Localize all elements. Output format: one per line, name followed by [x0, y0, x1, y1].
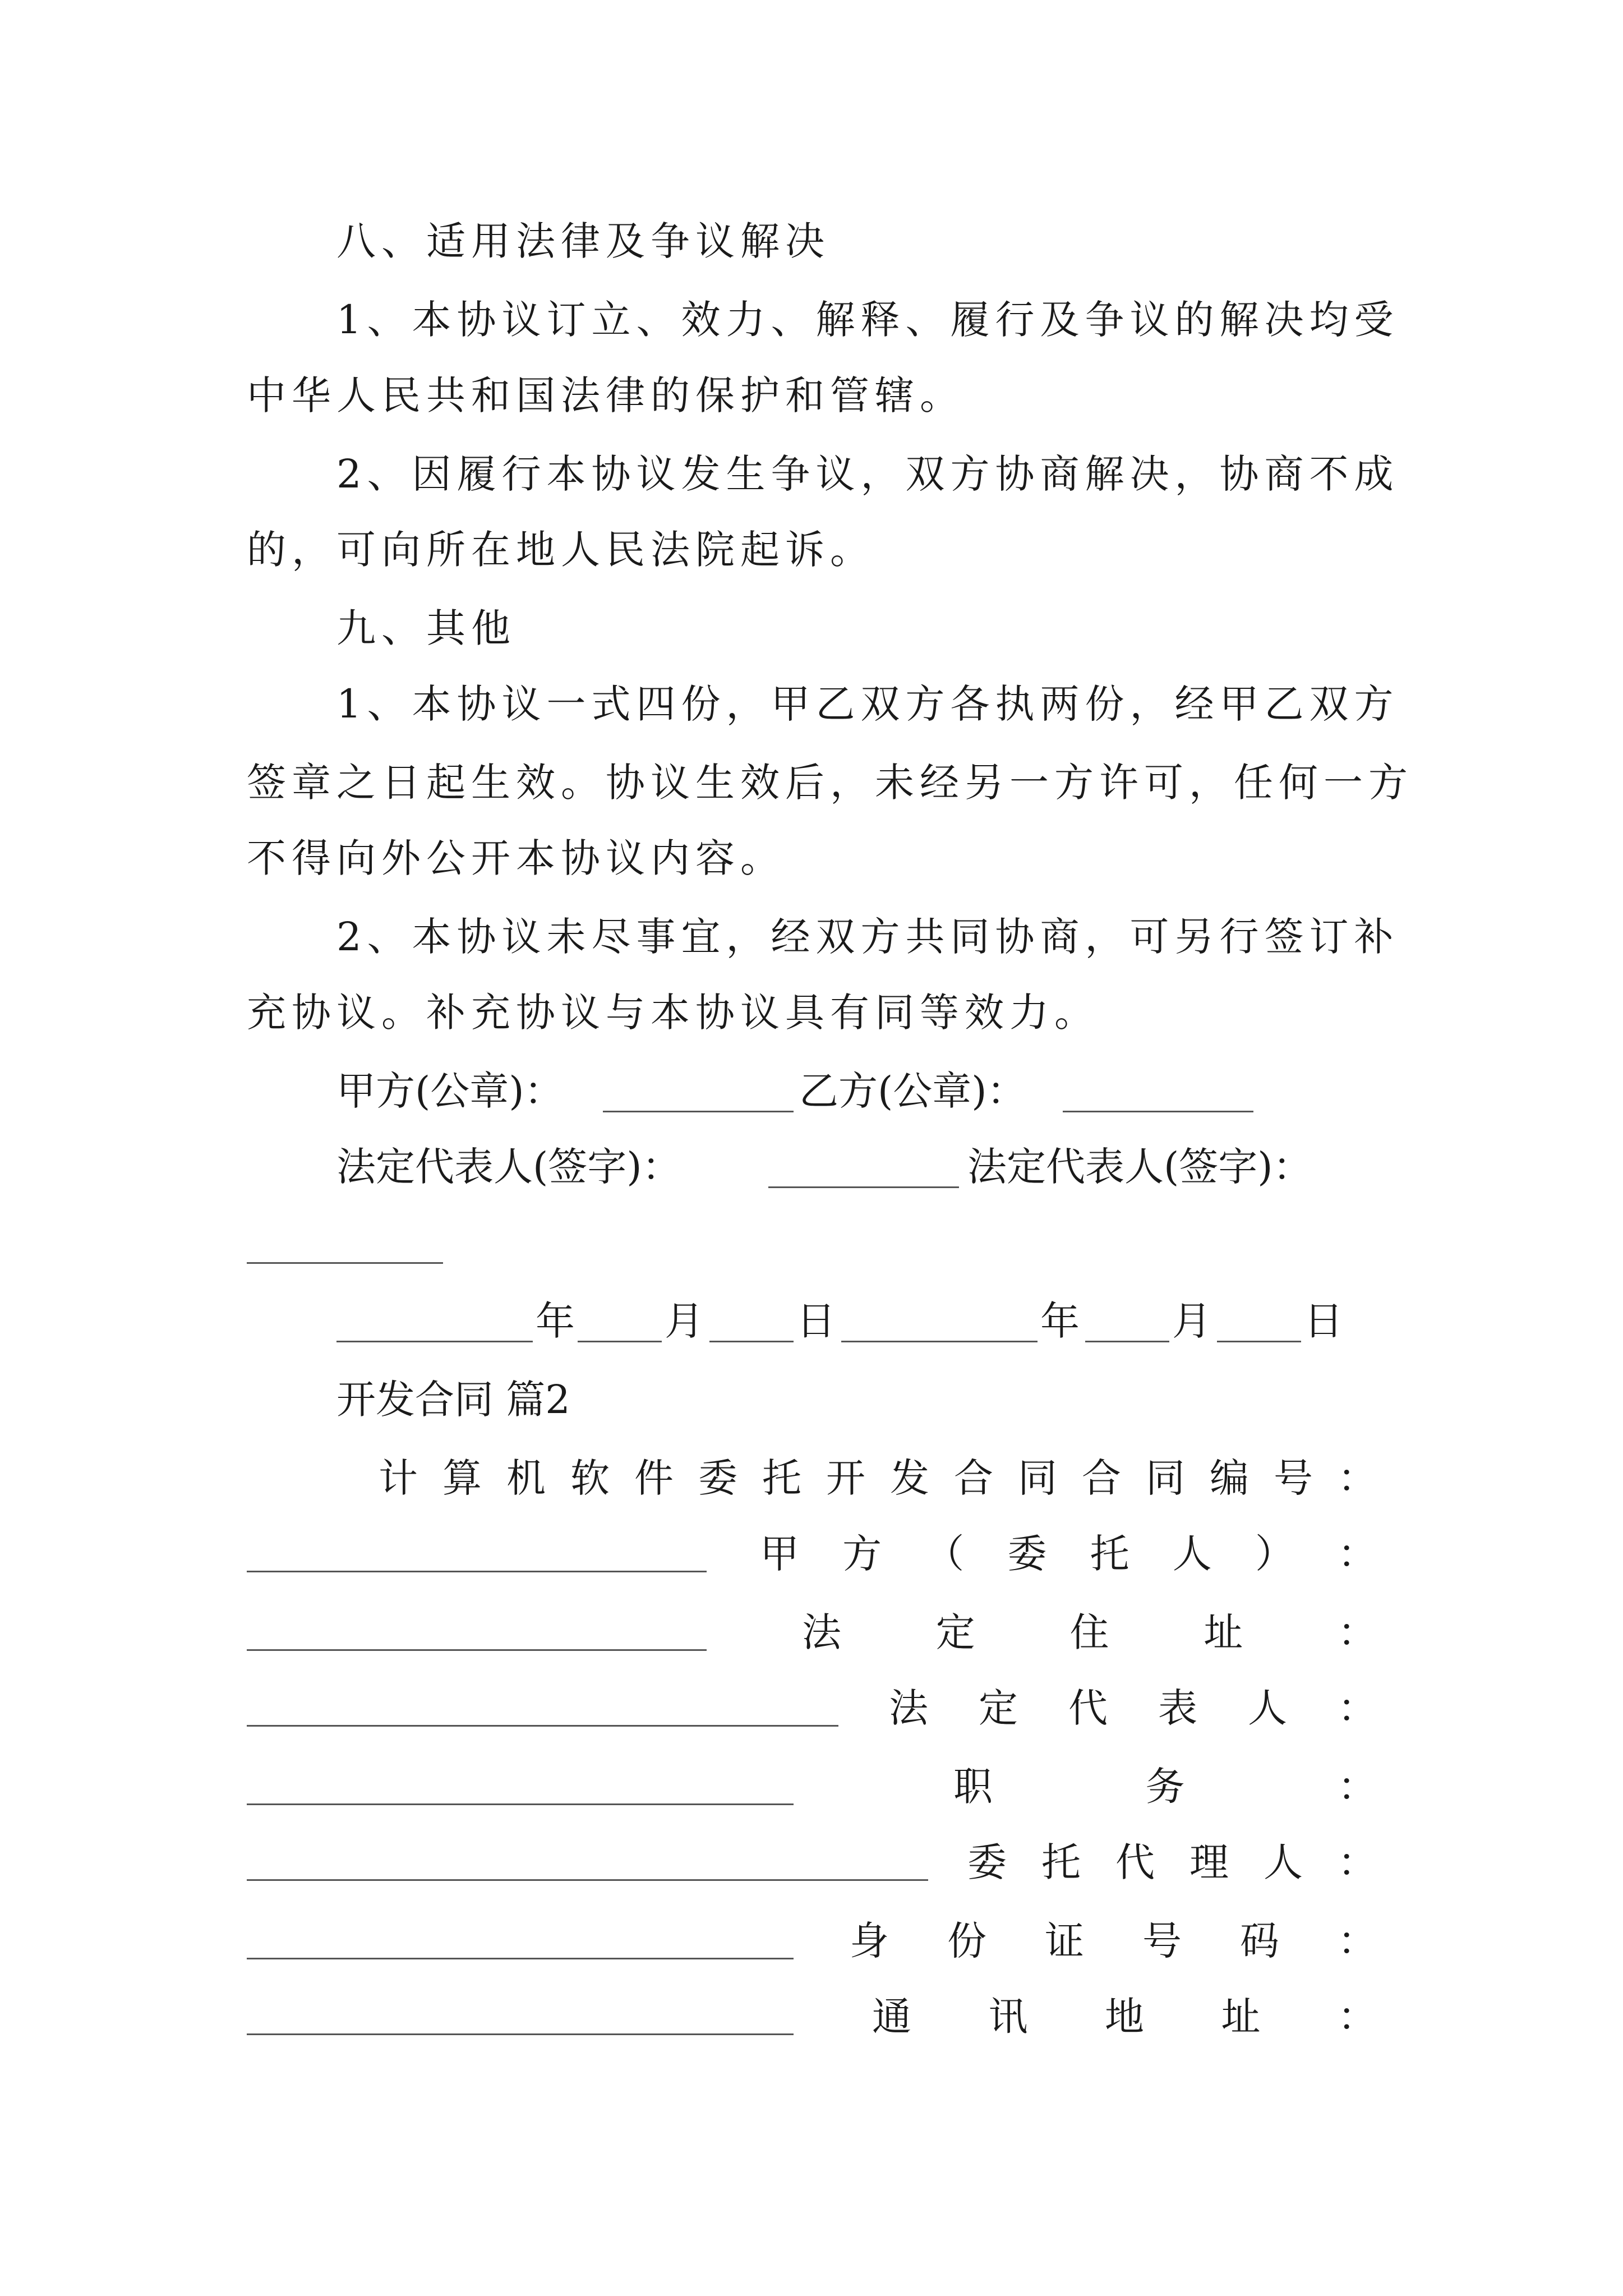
char: 发: [890, 1455, 929, 1501]
char: 托: [762, 1455, 801, 1501]
party-b-seal-label: 乙方(公章)：: [799, 1068, 1026, 1114]
char: ：: [1338, 1764, 1377, 1810]
char: 法: [889, 1685, 928, 1731]
party-a-blank[interactable]: [247, 1649, 707, 1651]
id-number-label: [850, 1913, 1377, 1969]
char: （: [925, 1531, 965, 1577]
date-a-day-blank[interactable]: [709, 1341, 794, 1342]
char: 甲: [760, 1531, 799, 1577]
date-a-month-label: 月: [665, 1298, 704, 1344]
char: 开: [826, 1455, 865, 1501]
char: 证: [1045, 1918, 1084, 1964]
char: 址: [1221, 1994, 1261, 2040]
paragraph-line: 不得向外公开本协议内容。: [247, 835, 785, 881]
char: 计: [379, 1455, 418, 1501]
date-a-year-label: 年: [536, 1298, 575, 1344]
char: 住: [1069, 1609, 1109, 1655]
rep-b-blank[interactable]: [247, 1262, 443, 1264]
legal-rep-blank[interactable]: [247, 1803, 794, 1805]
char: 通: [872, 1994, 911, 2040]
char: 定: [979, 1685, 1018, 1731]
rep-b-label: 法定代表人(签字)：: [967, 1144, 1312, 1190]
char: ：: [1338, 1918, 1377, 1964]
party-a-label: [760, 1526, 1377, 1582]
char: 地: [1105, 1994, 1144, 2040]
agent-label: [967, 1834, 1377, 1890]
char: 讯: [988, 1994, 1028, 2040]
paragraph-line: 2、因履行本协议发生争议，双方协商解决，协商不成: [336, 451, 1399, 497]
char: ：: [1338, 1609, 1377, 1655]
date-a-year-blank[interactable]: [336, 1341, 533, 1342]
legal-address-label: [802, 1604, 1377, 1660]
char: 合: [1082, 1455, 1121, 1501]
char: 合: [954, 1455, 993, 1501]
section-heading: 九、其他: [336, 605, 516, 651]
char: 法: [802, 1609, 841, 1655]
char: 人: [1172, 1531, 1212, 1577]
paragraph-line: 1、本协议一式四份，甲乙双方各执两份，经甲乙双方: [336, 681, 1399, 727]
char: 委: [698, 1455, 737, 1501]
char: 件: [634, 1455, 674, 1501]
party-a-seal-label: 甲方(公章)：: [336, 1068, 564, 1114]
char: ）: [1255, 1531, 1294, 1577]
char: 理: [1189, 1839, 1229, 1885]
char: 码: [1240, 1918, 1279, 1964]
legal-address-blank[interactable]: [247, 1725, 838, 1727]
date-b-year-blank[interactable]: [841, 1341, 1038, 1342]
char: 号: [1274, 1455, 1313, 1501]
char: 身: [850, 1918, 889, 1964]
paragraph-line: 签章之日起生效。协议生效后，未经另一方许可，任何一方: [247, 760, 1413, 806]
paragraph-line: 的，可向所在地人民法院起诉。: [247, 527, 875, 573]
rep-a-label: 法定代表人(签字)：: [336, 1144, 681, 1190]
party-a-seal-blank[interactable]: [603, 1111, 794, 1112]
position-label: [953, 1759, 1377, 1815]
char: ：: [1338, 1455, 1377, 1501]
position-blank[interactable]: [247, 1879, 928, 1881]
date-b-year-label: 年: [1040, 1298, 1080, 1344]
char: 务: [1145, 1764, 1185, 1810]
char: 托: [1090, 1531, 1129, 1577]
address-label: [872, 1989, 1377, 2045]
char: 同: [1146, 1455, 1185, 1501]
part-title: 开发合同 篇2: [336, 1377, 570, 1423]
section-heading: 八、适用法律及争议解决: [336, 218, 830, 264]
char: 职: [953, 1764, 993, 1810]
char: 委: [967, 1839, 1007, 1885]
date-b-month-label: 月: [1172, 1298, 1211, 1344]
date-a-month-blank[interactable]: [578, 1341, 662, 1342]
char: 表: [1158, 1685, 1197, 1731]
char: ：: [1338, 1994, 1377, 2040]
date-b-day-blank[interactable]: [1217, 1341, 1301, 1342]
char: 托: [1041, 1839, 1081, 1885]
char: 委: [1007, 1531, 1047, 1577]
char: 算: [442, 1455, 482, 1501]
char: ：: [1338, 1685, 1377, 1731]
paragraph-line: 1、本协议订立、效力、解释、履行及争议的解决均受: [336, 297, 1399, 343]
char: 软: [570, 1455, 610, 1501]
char: 人: [1248, 1685, 1287, 1731]
party-b-seal-blank[interactable]: [1063, 1111, 1253, 1112]
char: 机: [506, 1455, 546, 1501]
char: 同: [1018, 1455, 1057, 1501]
char: 定: [935, 1609, 975, 1655]
paragraph-line: 2、本协议未尽事宜，经双方共同协商，可另行签订补: [336, 914, 1399, 960]
rep-a-blank[interactable]: [768, 1186, 959, 1188]
char: 代: [1115, 1839, 1155, 1885]
char: 编: [1210, 1455, 1249, 1501]
char: 人: [1264, 1839, 1303, 1885]
paragraph-line: 充协议。补充协议与本协议具有同等效力。: [247, 990, 1099, 1036]
date-a-day-label: 日: [796, 1298, 836, 1344]
char: ：: [1338, 1839, 1377, 1885]
char: 代: [1068, 1685, 1108, 1731]
char: 份: [947, 1918, 986, 1964]
date-b-month-blank[interactable]: [1085, 1341, 1169, 1342]
legal-rep-label: [889, 1680, 1377, 1736]
paragraph-line: 中华人民共和国法律的保护和管辖。: [247, 372, 965, 418]
date-b-day-label: 日: [1304, 1298, 1343, 1344]
char: 址: [1204, 1609, 1243, 1655]
agent-blank[interactable]: [247, 1958, 794, 1959]
char: 号: [1142, 1918, 1182, 1964]
contract-title-line: [379, 1450, 1377, 1506]
char: 方: [842, 1531, 882, 1577]
id-number-blank[interactable]: [247, 2033, 794, 2035]
char: ：: [1337, 1531, 1377, 1577]
contract-number-blank[interactable]: [247, 1571, 707, 1572]
